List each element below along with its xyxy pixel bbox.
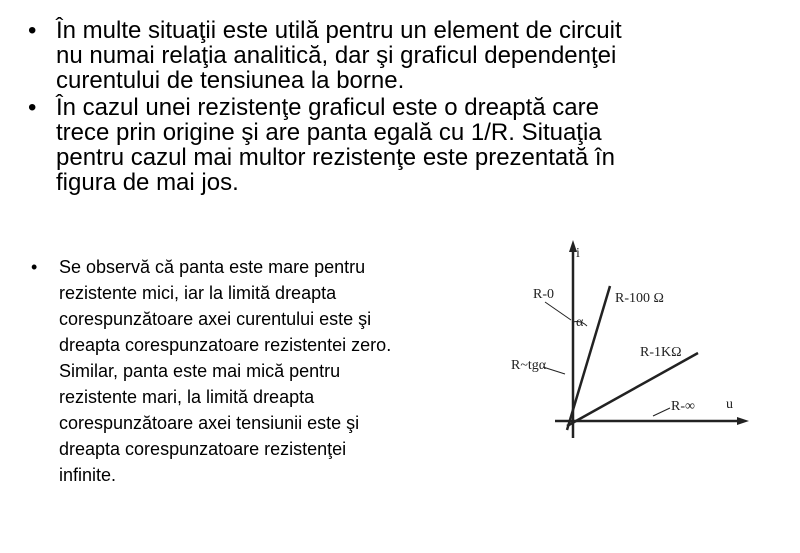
bullet-marker: • (28, 17, 37, 44)
bullet-item-1 (22, 18, 762, 93)
iu-characteristic-figure (505, 234, 755, 444)
bullet-marker: • (28, 94, 37, 121)
observation-line-3: corespunzătoare axei curentului este şi (59, 309, 372, 329)
leader-r0 (545, 302, 571, 320)
bullet-2-line-4: figura de mai jos. (56, 169, 239, 196)
axis-label-i: i (576, 246, 580, 261)
voltage-axis-arrow (737, 417, 749, 425)
bullet-2-line-3: pentru cazul mai multor rezistenţe este prezentată în (56, 144, 615, 171)
label-rinf: R-∞ (671, 399, 695, 414)
observation-line-1: Se observă că panta este mare pentru (59, 257, 366, 277)
observation-line-6: rezistente mari, la limită dreapta (59, 387, 315, 407)
observation-line-5: Similar, panta este mai mică pentru (59, 361, 341, 381)
label-r0: R-0 (533, 287, 554, 302)
label-r100: R-100 Ω (615, 291, 664, 306)
bullet-1-line-1: În multe situaţii este utilă pentru un element de circuit (56, 17, 622, 44)
observation-line-4: dreapta corespunzatoare rezistentei zero. (59, 335, 392, 355)
label-r1k: R-1KΩ (640, 345, 682, 360)
bullet-marker: • (31, 257, 38, 277)
label-alpha: α (576, 315, 584, 330)
observation-line-8: dreapta corespunzatoare rezistenţei (59, 439, 347, 459)
top-bullet-list (22, 18, 762, 197)
bullet-2-line-1: În cazul unei rezistenţe graficul este o dreaptă care (56, 94, 599, 121)
bullet-2-line-2: trece prin origine şi are panta egală cu 1/R. Situaţia (56, 119, 602, 146)
leader-rtg (543, 367, 565, 374)
observation-item (28, 254, 488, 488)
observation-line-9: infinite. (59, 465, 117, 485)
bullet-1-line-3: curentului de tensiunea la borne. (56, 67, 405, 94)
leader-rinf (653, 408, 670, 416)
observation-line-7: corespunzătoare axei tensiunii este şi (59, 413, 360, 433)
observation-bullet-list (28, 254, 488, 488)
bullet-1-line-2: nu numai relaţia analitică, dar şi graficul dependenţei (56, 42, 617, 69)
label-rtg: R~tgα (511, 358, 547, 373)
bullet-item-2 (22, 95, 762, 195)
observation-line-2: rezistente mici, iar la limită dreapta (59, 283, 337, 303)
axis-label-u: u (726, 397, 733, 412)
